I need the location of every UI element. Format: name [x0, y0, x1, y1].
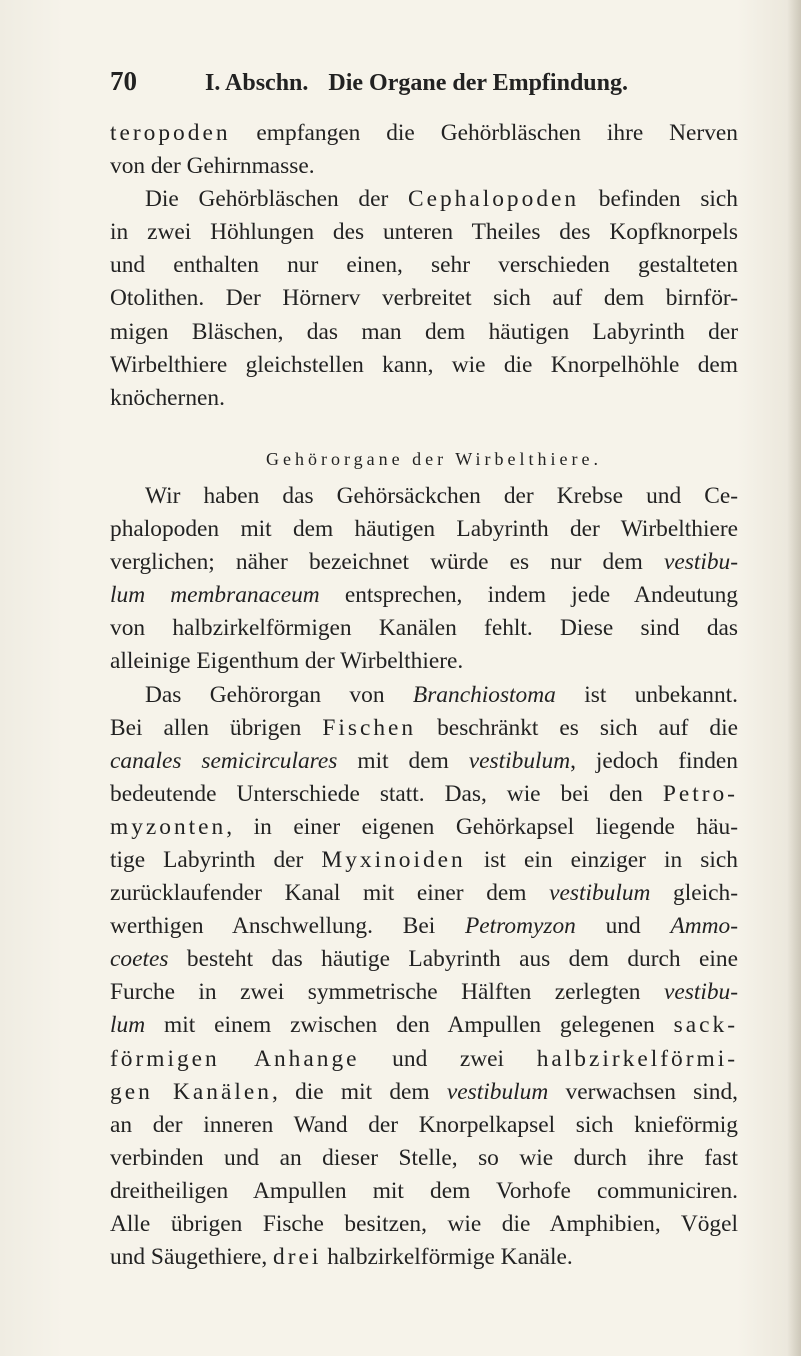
- text-line: lum membranaceum entsprechen, indem jede Andeutung: [110, 582, 738, 609]
- text-line: förmigen Anhange und zwei halbzirkelförmi-: [110, 1045, 738, 1072]
- text-line: gen Kanälen, die mit dem vestibulum verwachsen sind,: [110, 1078, 738, 1105]
- page-edge-shadow: [787, 0, 801, 1356]
- text-line: migen Bläschen, das man dem häutigen Labyrinth der: [110, 318, 738, 345]
- text-line: Das Gehörorgan von Branchiostoma ist unbekannt.: [145, 681, 738, 708]
- text-line: Otolithen. Der Hörnerv verbreitet sich auf dem birnför-: [110, 285, 738, 312]
- text-line: verbinden und an dieser Stelle, so wie durch ihre fast: [110, 1144, 738, 1171]
- text-line: coetes besteht das häutige Labyrinth aus dem durch eine: [110, 946, 738, 973]
- chapter-title: Die Organe der Empfindung.: [328, 70, 628, 96]
- text-line: und Säugethiere, drei halbzirkelförmige Kanäle.: [110, 1244, 573, 1271]
- section-heading: Gehörorgane der Wirbelthiere.: [265, 448, 603, 469]
- section-label: I. Abschn.: [205, 70, 309, 96]
- body-text: [110, 117, 738, 1274]
- text-line: Wir haben das Gehörsäckchen der Krebse und Ce-: [145, 482, 738, 509]
- running-head: [205, 70, 628, 97]
- text-line: dreitheiligen Ampullen mit dem Vorhofe communiciren.: [110, 1177, 738, 1204]
- text-line: von halbzirkelförmigen Kanälen fehlt. Diese sind das: [110, 615, 738, 642]
- text-line: teropoden empfangen die Gehörbläschen ihre Nerven: [110, 120, 738, 146]
- text-line: bedeutende Unterschiede statt. Das, wie bei den Petro-: [110, 780, 738, 807]
- text-line: von der Gehirnmasse.: [110, 153, 315, 180]
- text-line: und enthalten nur einen, sehr verschieden gestalteten: [110, 252, 738, 279]
- text-line: in zwei Höhlungen des unteren Theiles des Kopfknorpels: [110, 219, 738, 246]
- text-line: zurücklaufender Kanal mit einer dem vestibulum gleich-: [110, 880, 738, 907]
- text-line: an der inneren Wand der Knorpelkapsel sich knieförmig: [110, 1111, 738, 1138]
- page-number: 70: [110, 66, 137, 96]
- text-line: tige Labyrinth der Myxinoiden ist ein einziger in sich: [110, 846, 738, 873]
- text-line: Bei allen übrigen Fischen beschränkt es sich auf die: [110, 714, 738, 741]
- text-line: Furche in zwei symmetrische Hälften zerlegten vestibu-: [110, 979, 738, 1006]
- text-line: knöchernen.: [110, 384, 225, 411]
- text-line: Alle übrigen Fische besitzen, wie die Amphibien, Vögel: [110, 1211, 738, 1237]
- text-line: Wirbelthiere gleichstellen kann, wie die Knorpelhöhle dem: [110, 351, 738, 378]
- text-line: verglichen; näher bezeichnet würde es nur dem vestibu-: [110, 549, 738, 576]
- text-line: canales semicirculares mit dem vestibulum, jedoch finden: [110, 747, 738, 774]
- text-line: Die Gehörbläschen der Cephalopoden befinden sich: [145, 186, 738, 213]
- text-line: myzonten, in einer eigenen Gehörkapsel liegende häu-: [110, 813, 738, 840]
- text-line: werthigen Anschwellung. Bei Petromyzon und Ammo-: [110, 913, 739, 940]
- page-header: [0, 66, 801, 106]
- text-line: phalopoden mit dem häutigen Labyrinth der Wirbelthiere: [110, 516, 738, 543]
- text-line: lum mit einem zwischen den Ampullen gelegenen sack-: [110, 1012, 738, 1039]
- text-line: alleinige Eigenthum der Wirbelthiere.: [110, 648, 464, 675]
